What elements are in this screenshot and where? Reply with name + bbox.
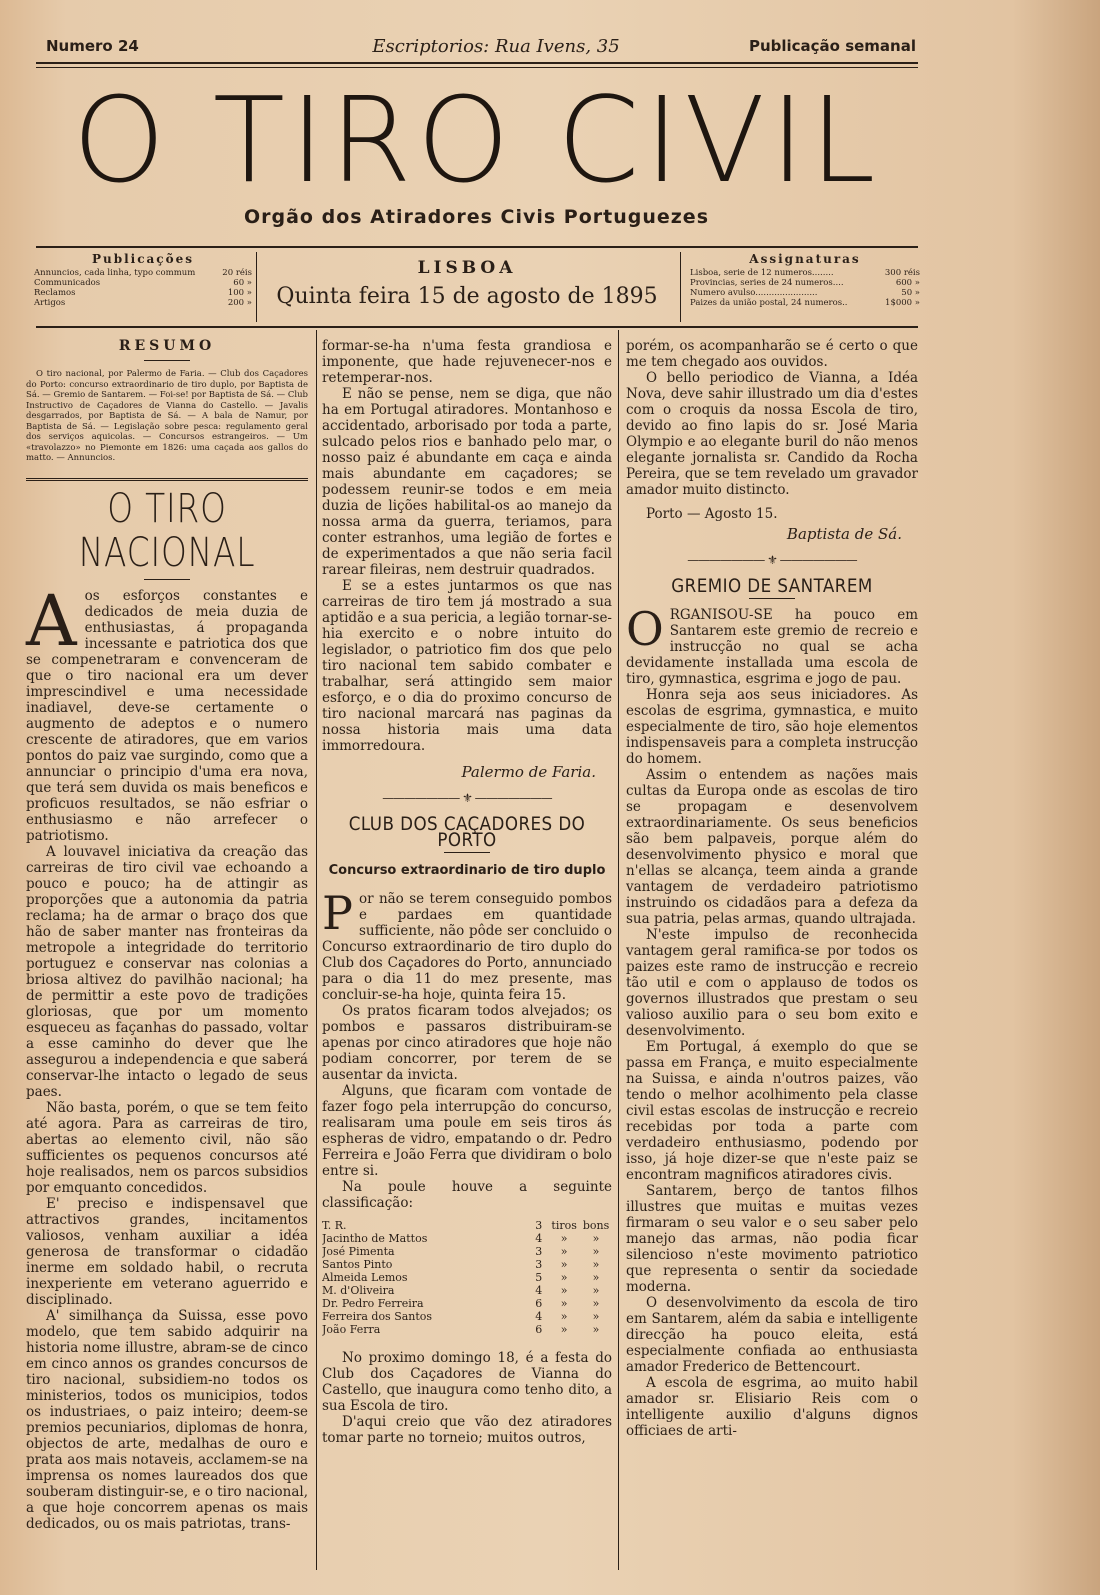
quality: »	[592, 1232, 600, 1245]
table-row	[322, 1258, 612, 1271]
competitor-name: T. R.	[322, 1219, 347, 1232]
article-title: CLUB DOS CAÇADORES DO PORTO	[348, 813, 586, 851]
price-value: 60 »	[233, 278, 252, 288]
resumo-title: RESUMO	[118, 338, 216, 354]
shot-count: 4	[535, 1284, 543, 1297]
table-row	[322, 1310, 612, 1323]
drop-cap: P	[322, 886, 353, 940]
article-paragraph: A louvavel iniciativa da creação das carreiras de tiro civil vae echoando a pouco e pouco; ha de attingir as proporções que a autonomia da patria reclama; ha de armar o braço dos que hão de saber manter nas fronteiras da metropole a integridade do territorio portuguez e conservar nas colonias a briosa altivez do pavilhão nacional; ha de permittir a este povo de tradições gloriosas, que por um momento esqueceu as façanhas do passado, voltar a esse caminho do dever que lhe assegurou a independencia e que saberá conservar-lhe intacto o legado de seus paes.	[26, 843, 308, 1100]
price-value: 20 réis	[222, 268, 252, 278]
office-address: Escriptorios: Rua Ivens, 35	[372, 36, 620, 57]
competitor-name: Jacintho de Mattos	[322, 1232, 428, 1245]
table-row	[690, 298, 920, 308]
divider	[144, 360, 190, 361]
competitor-name: João Ferra	[322, 1323, 381, 1336]
table-row	[322, 1271, 612, 1284]
price-value: 50 »	[901, 288, 920, 298]
article-paragraph: D'aqui creio que vão dez atiradores tomar parte no torneio; muitos outros,	[322, 1414, 612, 1446]
table-row	[34, 278, 252, 288]
competitor-name: Santos Pinto	[322, 1258, 393, 1271]
quality: »	[592, 1271, 600, 1284]
price-label: Numero avulso.......................	[690, 288, 818, 298]
unit: »	[560, 1271, 568, 1284]
article-signature: Palermo de Faria.	[461, 763, 596, 781]
shot-count: 4	[535, 1310, 543, 1323]
price-label: Communicados	[34, 278, 101, 288]
shot-count: 5	[535, 1271, 543, 1284]
table-row	[690, 288, 920, 298]
article-paragraph: O desenvolvimento da escola de tiro em Santarem, além da sabia e intelligente direcção ha pouco eleita, está especialmente confiada ao enthusiasta amador Frederico de Bettencourt.	[626, 1295, 918, 1375]
divider	[444, 852, 490, 853]
top-rule-thin	[36, 67, 918, 68]
assignaturas-table	[690, 268, 920, 308]
unit: »	[560, 1232, 568, 1245]
ornament-divider: ——————— ⚜ ———————	[382, 791, 552, 805]
resumo-text: O tiro nacional, por Palermo de Faria. — Club dos Caçadores do Porto: concurso extraordinario de tiro duplo, por Baptista de Sá. — Gremio de Santarem. — Foi-se! por Baptista de Sá. — Club Instructivo de Caçadores de Vianna do Castello. — Javalis desgarrados, por Baptista de Sá. — A bala de Namur, por Baptista de Sá. — Legislação sobre pesca: regulamento geral dos serviços aquicolas. — Concursos estrangeiros. — Um «travolazzo» no Piemonte em 1826: uma caçada aos gallos do matto. — Annuncios.	[26, 369, 308, 463]
competitor-name: Ferreira dos Santos	[322, 1310, 433, 1323]
article-paragraph: A escola de esgrima, ao muito habil amador sr. Elisiario Reis com o intelligente auxilio d'alguns dignos officiaes de arti-	[626, 1375, 918, 1439]
publicacoes-title: Publicações	[91, 252, 195, 266]
table-row	[322, 1245, 612, 1258]
unit: »	[560, 1310, 568, 1323]
price-label: Lisboa, serie de 12 numeros........	[690, 268, 834, 278]
article-title: GREMIO DE SANTAREM	[671, 575, 873, 597]
header-box-bottom-rule	[36, 326, 918, 328]
shot-count: 3	[535, 1219, 543, 1232]
table-row	[322, 1323, 612, 1336]
paragraph-text: os esforços constantes e dedicados de meia duzia de enthusiastas, á propaganda incessante e patriotica dos que se compenetraram e convenceram de que o tiro nacional era um dever imprescindivel e uma necessidade inadiavel, deve-se certamente o augmento de adeptos e o numero crescente de atiradores, que em varios pontos do paiz vae surgindo, como que a annunciar o principio d'uma era nova, que terá sem duvida os mais beneficos e proficuos resultados, se não esfriar o enthusiasmo e não arrefecer o patriotismo.	[26, 587, 308, 844]
quality: »	[592, 1258, 600, 1271]
unit: »	[560, 1258, 568, 1271]
article-signature: Baptista de Sá.	[786, 525, 902, 543]
publicacoes-box	[34, 254, 252, 308]
price-label: Artigos	[34, 298, 66, 308]
assignaturas-title: Assignaturas	[749, 252, 861, 266]
paragraph-text: or não se terem conseguido pombos e pardaes em quantidade sufficiente, não pôde ser concluido o Concurso extraordinario de tiro duplo do Club dos Caçadores do Porto, annunciado para o dia 11 do mez presente, mas concluir-se-ha hoje, quinta feira 15.	[322, 891, 612, 1003]
unit: »	[560, 1284, 568, 1297]
top-bar	[46, 36, 916, 60]
price-label: Provincias, series de 24 numeros....	[690, 278, 844, 288]
column-1	[26, 338, 308, 1532]
competitor-name: Dr. Pedro Ferreira	[322, 1297, 424, 1310]
article-paragraph: O bello periodico de Vianna, a Idéa Nova, deve sahir illustrado um dia d'estes com o croquis da nossa Escola de tiro, devido ao fino lapis do sr. José Maria Olympio e ao elegante buril do não menos elegante jornalista sr. Candido da Rocha Pereira, que se tem revelado um gravador amador muito distincto.	[626, 370, 918, 498]
ornament-divider: ——————— ⚜ ———————	[687, 553, 857, 567]
article-paragraph	[322, 886, 612, 1003]
table-row	[34, 268, 252, 278]
table-row	[322, 1284, 612, 1297]
paragraph-text: RGANISOU-SE ha pouco em Santarem este gremio de recreio e instrucção no qual se acha devidamente installada uma escola de tiro, gymnastica, esgrima e jogo de pau.	[626, 607, 918, 687]
price-label: Annuncios, cada linha, typo commum	[34, 268, 196, 278]
article-paragraph	[626, 602, 918, 687]
article-paragraph: Honra seja aos seus iniciadores. As escolas de esgrima, gymnastica, e muito especialmente de tiro, são hoje elementos indispensaveis para a completa instrucção do homem.	[626, 687, 918, 767]
unit: »	[560, 1323, 568, 1336]
divider	[144, 579, 190, 580]
article-paragraph: Na poule houve a seguinte classificação:	[322, 1179, 612, 1211]
article-paragraph: E se a estes juntarmos os que nas carreiras de tiro tem já mostrado a sua aptidão e a sua pericia, a legião tornar-se-hia exercito e o nobre intuito do legislador, o patriotico fim dos que pelo tiro nacional tem sabido combater e trabalhar, será attingido sem maior esforço, e o dia do proximo concurso de tiro nacional marcará nas paginas da nossa historia mais uma data immorredoura.	[322, 578, 612, 754]
shot-count: 4	[535, 1232, 543, 1245]
quality: »	[592, 1284, 600, 1297]
divider	[680, 252, 681, 322]
column-3	[626, 338, 918, 1439]
unit: »	[560, 1245, 568, 1258]
table-row	[690, 278, 920, 288]
article-title: O TIRO NACIONAL	[78, 485, 256, 576]
column-2	[322, 338, 612, 1446]
article-paragraph	[26, 579, 308, 844]
table-row	[690, 268, 920, 278]
quality: »	[592, 1310, 600, 1323]
article-paragraph: formar-se-ha n'uma festa grandiosa e imponente, que hade rejuvenecer-nos e retemperar-nos.	[322, 338, 612, 386]
article-paragraph: Santarem, berço de tantos filhos illustres que muitas e muitas vezes firmaram o seu valor e o seu saber pelo manejo das armas, não podia ficar silencioso n'este movimento patriotico que representa o sentir da sociedade moderna.	[626, 1183, 918, 1295]
article-paragraph: Assim o entendem as nações mais cultas da Europa onde as escolas de tiro se propagam e desenvolvem extraordinariamente. Os seus beneficios são bem palpaveis, porque além do desenvolvimento physico e moral que n'ellas se alcança, teem ainda a grande vantagem de verdadeiro patriotismo instruindo os cidadãos para a defeza da sua patria, pelas armas, quando ultrajada.	[626, 767, 918, 927]
price-value: 300 réis	[884, 268, 920, 278]
quality: »	[592, 1297, 600, 1310]
article-paragraph: Não basta, porém, o que se tem feito até agora. Para as carreiras de tiro, abertas ao elemento civil, não são sufficientes os pequenos concursos até hoje realisados, nem os parcos subsidios por emquanto concedidos.	[26, 1099, 308, 1196]
table-row	[322, 1297, 612, 1310]
article-paragraph: Alguns, que ficaram com vontade de fazer fogo pela interrupção do concurso, realisaram uma poule em seis tiros ás espheras de vidro, empatando o dr. Pedro Ferreira e João Ferra que dividiram o bolo entre si.	[322, 1083, 612, 1179]
issue-number: Numero 24	[46, 37, 139, 55]
publicacoes-table	[34, 268, 252, 308]
article-paragraph: Em Portugal, á exemplo do que se passa em França, e muito especialmente na Suissa, e ainda n'outros paizes, vão tendo o melhor acolhimento pela classe civil estas escolas de instrucção e recreio recebidas por toda a parte com verdadeiro enthusiasmo, podendo por isso, já hoje dizer-se que n'este paiz se encontram magnificos atiradores civis.	[626, 1039, 918, 1183]
quality: »	[592, 1245, 600, 1258]
table-row	[34, 298, 252, 308]
price-value: 200 »	[227, 298, 252, 308]
section-rule	[26, 478, 308, 481]
classification-table	[322, 1219, 612, 1336]
competitor-name: José Pimenta	[322, 1245, 395, 1258]
price-value: 1$000 »	[885, 298, 920, 308]
drop-cap: A	[26, 579, 77, 662]
price-label: Reclamos	[34, 288, 76, 298]
dateline-city: LISBOA	[417, 258, 517, 278]
article-dateline: Porto — Agosto 15.	[646, 506, 778, 522]
dateline-block	[262, 258, 672, 309]
quality: bons	[582, 1219, 610, 1232]
article-paragraph: porém, os acompanharão se é certo o que me tem chegado aos ouvidos.	[626, 338, 918, 370]
article-paragraph: E não se pense, nem se diga, que não ha em Portugal atiradores. Montanhoso e accidentado, arborisado por toda a parte, sulcado pelos rios e banhado pelo mar, o nosso paiz é abundante em caça e ainda mais abundante em caçadores; se podessem reunir-se todos e em meia duzia de lições habilital-os ao manejo da nossa arma da guerra, teriamos, para conter estranhos, uma legião de fortes e de experimentados a que não seria facil rarear fileiras, nem destruir quadrados.	[322, 386, 612, 578]
article-paragraph: E' preciso e indispensavel que attractivos grandes, incitamentos valiosos, venham auxiliar a idéa generosa de transformar o cidadão inerme em soldado habil, o recruta inexperiente em veterano aguerrido e disciplinado.	[26, 1195, 308, 1308]
unit: »	[560, 1297, 568, 1310]
column-divider	[618, 330, 619, 1570]
shot-count: 3	[535, 1258, 543, 1271]
shot-count: 3	[535, 1245, 543, 1258]
publication-frequency: Publicação semanal	[748, 37, 916, 55]
table-row	[34, 288, 252, 298]
competitor-name: Almeida Lemos	[322, 1271, 408, 1284]
price-value: 100 »	[227, 288, 252, 298]
top-rule	[36, 62, 918, 64]
article-paragraph: No proximo domingo 18, é a festa do Club dos Caçadores de Vianna do Castello, que inaugura como tenho dito, a sua Escola de tiro.	[322, 1350, 612, 1414]
price-value: 600 »	[895, 278, 920, 288]
article-subtitle: Concurso extraordinario de tiro duplo	[328, 863, 606, 878]
article-paragraph: Os pratos ficaram todos alvejados; os pombos e passaros distribuiram-se apenas por cinco atiradores que hoje não podiam concorrer, por terem de se ausentar da invicta.	[322, 1003, 612, 1083]
table-row	[322, 1219, 612, 1232]
unit: tiros	[551, 1219, 577, 1232]
drop-cap: O	[626, 602, 664, 656]
competitor-name: M. d'Oliveira	[322, 1284, 395, 1297]
shot-count: 6	[535, 1297, 543, 1310]
article-paragraph: N'este impulso de reconhecida vantagem geral ramifica-se por todos os paizes este ramo de instrucção e recreio tão util e com o applauso de todos os governos illustrados que prestam o seu valioso auxilio para o seu bom exito e desenvolvimento.	[626, 927, 918, 1039]
quality: »	[592, 1323, 600, 1336]
shot-count: 6	[535, 1323, 543, 1336]
assignaturas-box	[690, 254, 920, 308]
header-box-top-rule	[36, 246, 918, 248]
divider	[256, 252, 257, 322]
masthead-subtitle: Orgão dos Atiradores Civis Portuguezes	[243, 206, 710, 228]
column-divider	[316, 330, 317, 1570]
divider	[749, 598, 795, 599]
table-row	[322, 1232, 612, 1245]
masthead-title: O TIRO CIVIL	[72, 71, 881, 209]
price-label: Paizes da união postal, 24 numeros..	[690, 298, 848, 308]
dateline-date: Quinta feira 15 de agosto de 1895	[276, 284, 658, 309]
article-paragraph: A' similhança da Suissa, esse povo modelo, que tem sabido adquirir na historia nome illustre, abram-se de cinco em cinco annos os grandes concursos de tiro nacional, subsidiem-no todos os ministerios, todos os municipios, todos os industriaes, o paiz inteiro; deem-se premios pecuniarios, diplomas de honra, objectos de arte, medalhas de ouro e prata aos mais notaveis, acclamem-se na imprensa os nomes laureados dos que souberam distinguir-se, e o tiro nacional, a que hoje concorrem apenas os mais dedicados, ou os mais patriotas, trans-	[26, 1307, 308, 1532]
